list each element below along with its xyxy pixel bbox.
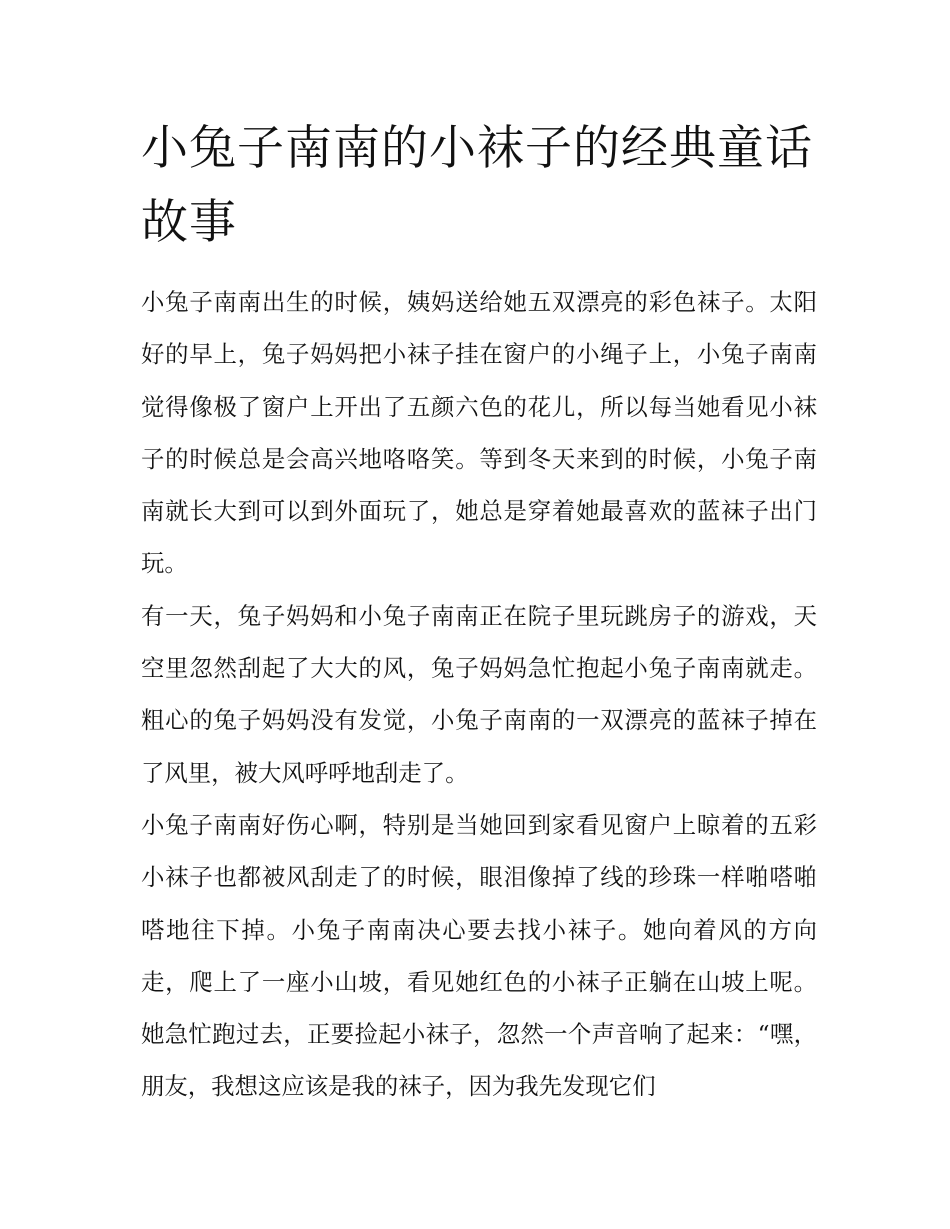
paragraph-2: 有一天，兔子妈妈和小兔子南南正在院子里玩跳房子的游戏，天空里忽然刮起了大大的风，兔子妈妈急忙抱起小兔子南南就走。粗心的兔子妈妈没有发觉，小兔子南南的一双漂亮的蓝袜子掉在了风里，被大风呼呼地刮走了。 [141,601,817,787]
document-title: 小兔子南南的小袜子的经典童话故事 [141,121,813,250]
paragraph-3: 小兔子南南好伤心啊，特别是当她回到家看见窗户上晾着的五彩小袜子也都被风刮走了的时候，眼泪像掉了线的珍珠一样啪嗒啪嗒地往下掉。小兔子南南决心要去找小袜子。她向着风的方向走，爬上了一座小山坡，看见她红色的小袜子正躺在山坡上呢。她急忙跑过去，正要捡起小袜子，忽然一个声音响了起来：“嘿，朋友，我想这应该是我的袜子，因为我先发现它们 [141,810,817,1101]
document-body [141,276,817,1113]
paragraph-1: 小兔子南南出生的时候，姨妈送给她五双漂亮的彩色袜子。太阳好的早上，兔子妈妈把小袜子挂在窗户的小绳子上，小兔子南南觉得像极了窗户上开出了五颜六色的花儿，所以每当她看见小袜子的时候总是会高兴地咯咯笑。等到冬天来到的时候，小兔子南南就长大到可以到外面玩了，她总是穿着她最喜欢的蓝袜子出门玩。 [141,288,817,578]
